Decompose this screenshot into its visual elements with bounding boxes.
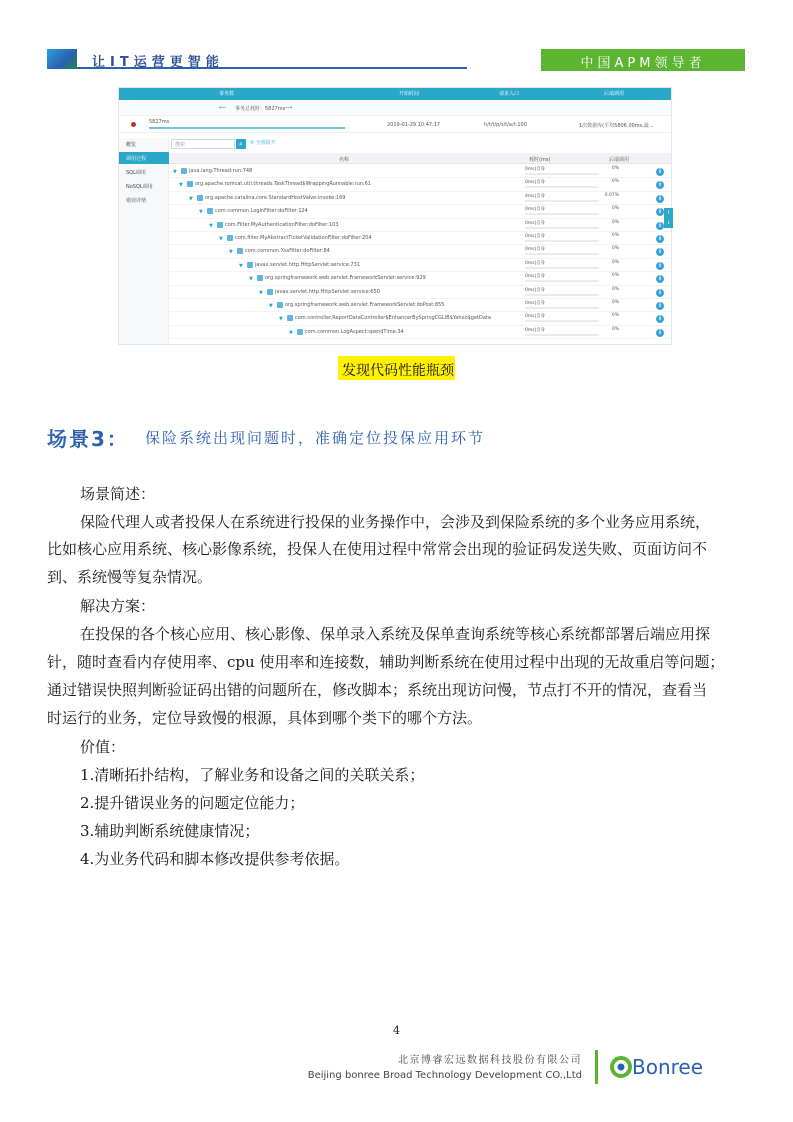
row-start-time: 2019-01-29 10:47:17 (387, 122, 441, 128)
solution-line: 在投保的各个核心应用、核心影像、保单录入系统及保单查询系统等核心系统都部署后端应用探 (80, 625, 711, 643)
info-icon[interactable]: i (656, 195, 664, 203)
header-slogan: 让IT运营更智能 (92, 55, 224, 70)
method-name: javax.servlet.http.HttpServlet:service:731 (255, 261, 360, 268)
expand-arrow-icon[interactable]: ▼ (219, 236, 223, 242)
tree-col-name: 名称 (339, 157, 350, 163)
method-percent: 0.07% (604, 192, 619, 198)
info-icon[interactable]: i (656, 168, 664, 176)
tab-sql[interactable]: SQL调用 (126, 170, 146, 176)
method-icon (247, 262, 253, 268)
expand-arrow-icon[interactable]: ▼ (269, 303, 273, 309)
value-item: 3.辅助判断系统健康情况； (80, 822, 260, 840)
time-bar (525, 227, 599, 229)
expand-arrow-icon[interactable]: ▼ (249, 276, 253, 283)
method-percent: 0% (611, 166, 619, 171)
info-icon[interactable]: i (656, 208, 664, 216)
method-time: 0ms|自身 (525, 220, 546, 226)
method-name: com.filter.MyAbstractTicketValidationFilter:doFilter:204 (235, 235, 372, 241)
page-number: 4 (393, 1024, 400, 1037)
solution-label: 解决方案： (80, 597, 156, 615)
time-bar (525, 294, 599, 296)
tab-nosql[interactable]: NoSQL调用 (126, 184, 153, 190)
expand-arrow-icon[interactable]: ▼ (189, 195, 193, 202)
time-bar (525, 173, 599, 175)
method-time: 0ms|自身 (525, 301, 546, 306)
col-header: 后端调用 (604, 91, 625, 97)
method-percent: 0% (611, 326, 619, 332)
tree-col-backend: 后端调用 (609, 157, 630, 163)
method-name: com.common.LogAspect:spendTime:34 (305, 328, 404, 335)
method-name: org.apache.catalina.core.StandardHostValve:invoke:169 (205, 194, 346, 201)
method-name: org.springframework.web.servlet.FrameworkServlet:service:929 (265, 275, 426, 282)
value-item: 4.为业务代码和脚本修改提供参考依据。 (80, 850, 350, 868)
method-name: com.common.LoginFilter:doFilter:124 (215, 208, 308, 215)
expand-arrow-icon[interactable]: ▼ (199, 209, 203, 216)
method-name: com.controller.ReportDataController$EnhancerBySpringCGLIB$Yahoo$getData (295, 315, 491, 322)
method-percent: 0% (611, 273, 619, 279)
info-icon[interactable]: i (656, 222, 664, 230)
method-icon (227, 235, 233, 241)
expand-all-link[interactable]: ⟳ 全部展开 (250, 140, 276, 146)
search-input[interactable]: 搜索 (171, 139, 235, 149)
tree-row[interactable] (169, 272, 672, 285)
expand-arrow-icon[interactable]: ▼ (179, 182, 183, 189)
time-bar (525, 186, 599, 188)
method-percent: 0% (611, 219, 619, 225)
scene-line: 到、系统慢等复杂情况。 (47, 568, 213, 586)
method-icon (197, 195, 203, 201)
tree-row[interactable] (169, 286, 672, 299)
error-dot-icon (131, 122, 136, 127)
scene-line: 保险代理人或者投保人在系统进行投保的业务操作中，会涉及到保险系统的多个业务应用系统， (80, 513, 711, 531)
expand-arrow-icon[interactable]: ▼ (289, 329, 293, 336)
time-bar (525, 280, 599, 282)
time-bar (525, 307, 599, 309)
method-name: org.apache.tomcat.util.threads.TaskThread$WrappingRunnable:run:61 (195, 181, 371, 188)
info-icon[interactable]: i (656, 275, 664, 283)
brand-logo (610, 1053, 720, 1081)
method-name: javax.servlet.http.HttpServlet:service:650 (275, 288, 380, 295)
method-name: org.springframework.web.servlet.FrameworkServlet:doPost:855 (285, 302, 445, 308)
value-item: 2.提升错误业务的问题定位能力； (80, 794, 305, 812)
method-icon (297, 329, 303, 335)
info-icon[interactable]: i (656, 262, 664, 270)
company-name-cn: 北京博睿宏远数据科技股份有限公司 (398, 1055, 582, 1066)
expand-arrow-icon[interactable]: ▼ (279, 316, 283, 323)
summary-row (119, 100, 672, 116)
apm-screenshot (118, 87, 672, 345)
method-time: 0ms|自身 (525, 234, 546, 239)
method-time: 0ms|自身 (525, 287, 546, 293)
footer-divider (595, 1050, 598, 1084)
info-icon[interactable]: i (656, 248, 664, 256)
method-icon (237, 248, 243, 254)
info-icon[interactable]: i (656, 235, 664, 243)
side-handle[interactable]: ↑ ↓ (664, 208, 673, 228)
method-percent: 0% (611, 286, 619, 292)
tree-col-time: 耗时(ms) (529, 157, 551, 163)
scene-line: 比如核心应用系统、核心影像系统，投保人在使用过程中常常会出现的验证码发送失败、页面访问不 (47, 540, 708, 558)
method-time: 0ms|自身 (525, 274, 546, 280)
row-duration: 5827ms (149, 119, 170, 125)
method-time: 4ms|自身 (525, 193, 546, 199)
tree-row[interactable] (169, 245, 672, 258)
summary-line: 事务总耗时：5827ms (235, 106, 286, 112)
time-bar (525, 200, 599, 202)
time-bar (525, 334, 599, 336)
expand-arrow-icon[interactable]: ▼ (229, 249, 233, 256)
solution-line: 时运行的业务，定位导致慢的根源，具体到哪个类下的哪个方法。 (47, 709, 483, 727)
time-bar (525, 267, 599, 269)
col-header: 请求入口 (499, 91, 520, 97)
expand-arrow-icon[interactable]: ▼ (173, 169, 177, 175)
solution-line: 通过错误快照判断验证码出错的问题所在，修改脚本；系统出现访问慢，节点打不开的情况，查看当 (47, 681, 708, 699)
company-name-en: Beijing bonree Broad Technology Development CO.,Ltd (307, 1070, 582, 1081)
screenshot-table-header (119, 88, 672, 100)
search-icon[interactable]: ⌕ (236, 139, 246, 149)
tab-overview[interactable]: 概览 (126, 142, 137, 148)
method-percent: 0% (611, 300, 619, 305)
time-bar (525, 240, 599, 242)
transaction-row[interactable] (119, 116, 672, 133)
method-name: java.lang.Thread:run:748 (189, 168, 253, 174)
info-icon[interactable]: i (656, 181, 664, 189)
method-icon (257, 275, 263, 281)
method-name: com.Filter.MyAuthenticationFilter:doFilter:103 (225, 221, 339, 228)
tab-errors[interactable]: 错误详情 (126, 198, 147, 204)
method-time: 0ms|自身 (525, 260, 546, 266)
method-percent: 0% (611, 313, 619, 319)
tree-row[interactable] (169, 299, 672, 312)
method-time: 0ms|自身 (525, 207, 546, 213)
time-bar (525, 320, 599, 322)
info-icon[interactable]: i (656, 302, 664, 310)
tree-row[interactable] (169, 178, 672, 191)
tab-column (119, 138, 169, 345)
expand-arrow-icon[interactable]: ▼ (209, 222, 213, 229)
info-icon[interactable]: i (656, 289, 664, 297)
method-icon (277, 302, 283, 308)
tree-row[interactable] (169, 192, 672, 205)
value-item: 1.清晰拓扑结构，了解业务和设备之间的关联关系； (80, 766, 425, 784)
time-bar (525, 253, 599, 255)
method-percent: 0% (611, 179, 619, 185)
scene-label: 场景简述： (80, 485, 156, 503)
tree-row[interactable] (169, 205, 672, 218)
tree-row[interactable] (169, 259, 672, 272)
method-icon (267, 289, 273, 295)
method-icon (217, 222, 223, 228)
method-percent: 0% (611, 233, 619, 238)
method-time: 0ms|自身 (525, 167, 546, 172)
info-icon[interactable]: i (656, 329, 664, 337)
expand-arrow-icon[interactable]: ▼ (239, 262, 243, 269)
tree-row[interactable] (169, 312, 672, 325)
method-time: 0ms|自身 (525, 327, 546, 333)
method-icon (287, 315, 293, 321)
arrow-left-icon[interactable]: ⟵ (219, 105, 227, 111)
brand-name: Bonree (632, 1055, 704, 1079)
tab-call-process[interactable]: 调用过程 (119, 152, 169, 164)
arrow-right-icon[interactable]: ⟶ (285, 105, 293, 111)
figure-caption: 发现代码性能瓶颈 (338, 356, 455, 380)
col-header: 事务数 (219, 91, 235, 97)
tree-row[interactable] (169, 232, 672, 245)
method-icon (181, 168, 187, 174)
row-entry: h/t/t/p/s/t/a/t:100 (484, 122, 527, 128)
col-header: 开始时间 (399, 91, 420, 97)
method-percent: 0% (611, 259, 619, 265)
method-name: com.common.XssFilter:doFilter:84 (245, 248, 330, 255)
header-tag: 中国APM领导者 (580, 56, 706, 71)
method-percent: 0% (611, 206, 619, 212)
method-icon (187, 181, 193, 187)
value-label: 价值： (80, 738, 126, 756)
method-percent: 0% (611, 246, 619, 252)
section-title: 保险系统出现问题时，准确定位投保应用环节 (145, 429, 486, 447)
row-backend: 1次数据库(平均5806.00ms,最... (579, 123, 654, 129)
method-time: 0ms|自身 (525, 247, 546, 253)
expand-arrow-icon[interactable]: ▼ (259, 289, 263, 296)
solution-line: 针，随时查看内存使用率、cpu 使用率和连接数，辅助判断系统在使用过程中出现的无故重启等问题； (47, 653, 725, 671)
info-icon[interactable]: i (656, 315, 664, 323)
method-time: 0ms|自身 (525, 314, 546, 320)
time-bar (525, 213, 599, 215)
method-time: 0ms|自身 (525, 180, 546, 186)
tree-header (169, 153, 672, 164)
method-icon (207, 208, 213, 214)
duration-bar (149, 127, 349, 129)
tree-row[interactable] (169, 326, 672, 339)
header-logo-icon (47, 49, 77, 69)
duration-bar-fill (149, 127, 345, 129)
tree-row[interactable] (169, 165, 672, 178)
section-label: 场景3： (47, 427, 129, 451)
tree-row[interactable] (169, 219, 672, 232)
